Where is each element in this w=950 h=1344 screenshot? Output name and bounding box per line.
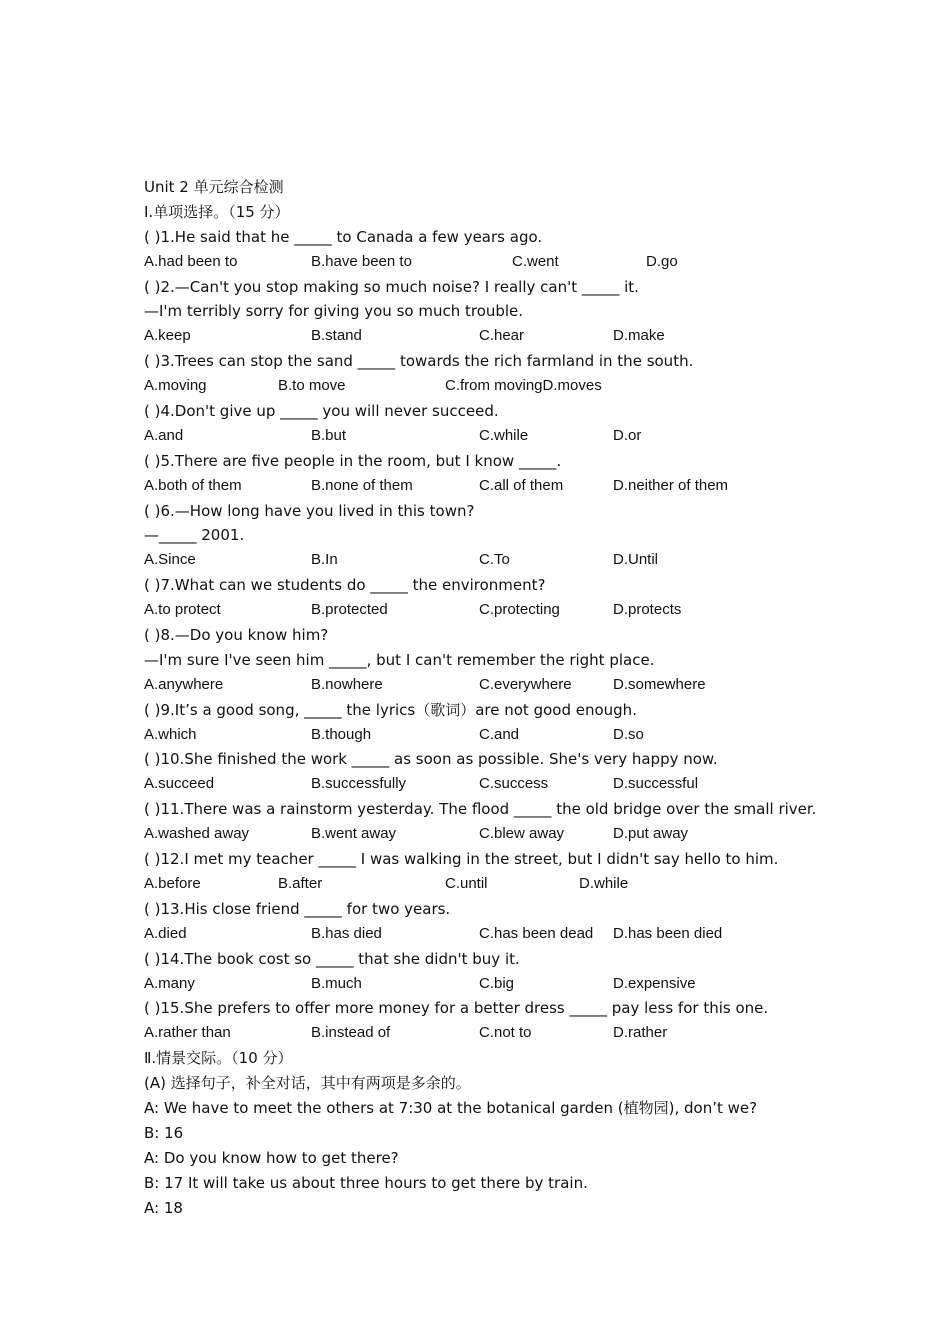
- answer-option: A.keep: [144, 327, 191, 345]
- answer-option: C.big: [479, 974, 515, 992]
- option-row: [144, 250, 844, 275]
- answer-option: B.went away: [311, 825, 397, 843]
- answer-option: D.while: [579, 874, 629, 892]
- answer-option: C.all of them: [479, 476, 564, 494]
- option-row: [144, 822, 844, 847]
- answer-option: D.or: [613, 426, 642, 444]
- answer-option: A.Since: [144, 551, 196, 569]
- option-row: [144, 673, 844, 698]
- question-item: [144, 947, 844, 997]
- answer-option: D.protects: [613, 601, 682, 619]
- answer-option: A.washed away: [144, 825, 250, 843]
- question-stem: ( )15.She prefers to offer more money for a better dress _____ pay less for this one.: [144, 999, 769, 1018]
- answer-option: A.succeed: [144, 775, 215, 793]
- question-stem: ( )11.There was a rainstorm yesterday. The flood _____ the old bridge over the small river.: [144, 800, 817, 819]
- answer-option: A.moving: [144, 377, 207, 395]
- answer-option: B.to move: [278, 377, 346, 395]
- answer-option: C.has been dead: [479, 924, 594, 942]
- answer-option: D.successful: [613, 775, 699, 793]
- section-2-instruction: (A) 选择句子，补全对话，其中有两项是多余的。: [144, 1074, 471, 1093]
- question-stem-reply: —I'm sure I've seen him _____, but I can't remember the right place.: [144, 650, 655, 669]
- option-row: [144, 548, 844, 573]
- dialogue-line: A: 18: [144, 1198, 183, 1217]
- question-stem: ( )10.She finished the work _____ as soon as possible. She's very happy now.: [144, 750, 718, 769]
- answer-option: C.went: [512, 252, 559, 270]
- answer-option: C.and: [479, 725, 520, 743]
- answer-option: C.protecting: [479, 601, 560, 619]
- question-stem: ( )1.He said that he _____ to Canada a few years ago.: [144, 227, 543, 246]
- answer-option: C.hear: [479, 327, 525, 345]
- answer-option: D.rather: [613, 1024, 668, 1042]
- page-title: Unit 2 单元综合检测: [144, 178, 284, 196]
- answer-option: B.protected: [311, 601, 388, 619]
- question-stem: ( )9.It’s a good song, _____ the lyrics（歌词）are not good enough.: [144, 700, 637, 719]
- question-stem: ( )4.Don't give up _____ you will never succeed.: [144, 402, 499, 421]
- answer-option: C.everywhere: [479, 675, 572, 693]
- dialogue: [144, 1096, 844, 1220]
- answer-option: D.neither of them: [613, 476, 729, 494]
- question-stem: ( )6.—How long have you lived in this town?: [144, 501, 475, 520]
- answer-option: B.have been to: [311, 252, 412, 270]
- answer-option: A.before: [144, 874, 201, 892]
- answer-option: C.success: [479, 775, 549, 793]
- question-stem-reply: —I'm terribly sorry for giving you so much trouble.: [144, 302, 524, 321]
- answer-option: A.both of them: [144, 476, 242, 494]
- answer-option: C.while: [479, 426, 529, 444]
- answer-option: B.In: [311, 551, 338, 569]
- answer-option: A.died: [144, 924, 187, 942]
- option-row: [144, 872, 844, 897]
- dialogue-line: A: Do you know how to get there?: [144, 1148, 399, 1167]
- answer-option: B.but: [311, 426, 347, 444]
- answer-option: D.put away: [613, 825, 689, 843]
- section-1-heading: Ⅰ.单项选择。（15 分）: [144, 202, 290, 221]
- answer-option: D.Until: [613, 551, 659, 569]
- question-stem: ( )5.There are five people in the room, but I know _____.: [144, 451, 562, 470]
- question-item: [144, 449, 844, 499]
- answer-option: B.none of them: [311, 476, 413, 494]
- answer-option: B.much: [311, 974, 362, 992]
- answer-option: D.so: [613, 725, 644, 743]
- question-item: [144, 275, 844, 350]
- question-stem: ( )7.What can we students do _____ the environment?: [144, 576, 546, 595]
- question-item: [144, 349, 844, 399]
- answer-option: B.nowhere: [311, 675, 383, 693]
- option-row: [144, 374, 844, 399]
- answer-option: B.instead of: [311, 1024, 391, 1042]
- question-stem-reply: —_____ 2001.: [144, 526, 245, 545]
- answer-option: C.until: [445, 874, 488, 892]
- dialogue-line: B: 17 It will take us about three hours to get there by train.: [144, 1173, 588, 1192]
- question-item: [144, 499, 844, 574]
- question-list: [144, 225, 844, 1046]
- answer-option: D.go: [646, 252, 678, 270]
- question-item: [144, 698, 844, 748]
- option-row: [144, 772, 844, 797]
- option-row: [144, 424, 844, 449]
- exam-content: [144, 175, 844, 1220]
- answer-option: A.had been to: [144, 252, 238, 270]
- answer-option: D.somewhere: [613, 675, 706, 693]
- answer-option: B.successfully: [311, 775, 407, 793]
- section-2-heading: Ⅱ.情景交际。（10 分）: [144, 1049, 293, 1068]
- question-item: [144, 623, 844, 698]
- answer-option: C.blew away: [479, 825, 565, 843]
- answer-option: A.anywhere: [144, 675, 224, 693]
- question-stem: ( )2.—Can't you stop making so much noise? I really can't _____ it.: [144, 277, 639, 296]
- question-item: [144, 747, 844, 797]
- question-item: [144, 225, 844, 275]
- option-row: [144, 723, 844, 748]
- answer-option: B.after: [278, 874, 323, 892]
- answer-option: D.has been died: [613, 924, 723, 942]
- answer-option: D.make: [613, 327, 665, 345]
- option-row: [144, 972, 844, 997]
- question-item: [144, 897, 844, 947]
- question-item: [144, 399, 844, 449]
- answer-option: D.expensive: [613, 974, 696, 992]
- option-row: [144, 1021, 844, 1046]
- question-stem: ( )13.His close friend _____ for two years.: [144, 899, 451, 918]
- option-row: [144, 922, 844, 947]
- question-stem: ( )8.—Do you know him?: [144, 626, 329, 645]
- answer-option: A.which: [144, 725, 197, 743]
- question-stem: ( )3.Trees can stop the sand _____ towards the rich farmland in the south.: [144, 352, 694, 371]
- question-stem: ( )12.I met my teacher _____ I was walking in the street, but I didn't say hello to him.: [144, 850, 779, 869]
- option-row: [144, 598, 844, 623]
- option-row: [144, 474, 844, 499]
- answer-option: B.stand: [311, 327, 362, 345]
- answer-option: C.from movingD.moves: [445, 377, 602, 395]
- question-item: [144, 573, 844, 623]
- answer-option: A.rather than: [144, 1024, 231, 1042]
- answer-option: C.To: [479, 551, 510, 569]
- question-item: [144, 797, 844, 847]
- question-item: [144, 996, 844, 1046]
- answer-option: A.many: [144, 974, 195, 992]
- question-item: [144, 847, 844, 897]
- question-stem: ( )14.The book cost so _____ that she didn't buy it.: [144, 949, 520, 968]
- answer-option: B.has died: [311, 924, 382, 942]
- dialogue-line: B: 16: [144, 1123, 184, 1142]
- answer-option: A.to protect: [144, 601, 221, 619]
- answer-option: A.and: [144, 426, 184, 444]
- dialogue-line: A: We have to meet the others at 7:30 at the botanical garden (植物园), don’t we?: [144, 1098, 758, 1117]
- answer-option: B.though: [311, 725, 372, 743]
- option-row: [144, 324, 844, 349]
- answer-option: C.not to: [479, 1024, 532, 1042]
